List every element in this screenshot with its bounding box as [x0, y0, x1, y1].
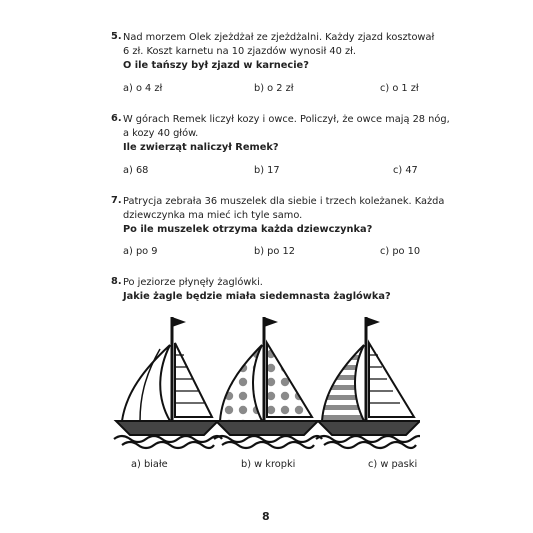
answer-c[interactable]: c) po 10 — [380, 246, 421, 257]
question-text-line: Nad morzem Olek zjeżdżał ze zjeżdżalni. Każdy zjazd kosztował — [123, 32, 435, 43]
sailboat-plain — [114, 317, 222, 448]
question-text-line: Po jeziorze płynęły żaglówki. — [123, 277, 263, 288]
sailboats-illustration — [100, 305, 420, 450]
answer-c[interactable]: c) 47 — [393, 165, 418, 176]
answer-a[interactable]: a) o 4 zł — [123, 83, 163, 94]
answer-b[interactable]: b) 17 — [254, 165, 280, 176]
question-number: 5. — [111, 31, 122, 42]
question-number: 7. — [111, 195, 122, 206]
question-text-line: a kozy 40 głów. — [123, 128, 199, 139]
question-prompt: Po ile muszelek otrzyma każda dziewczynka? — [123, 224, 373, 235]
question-prompt: Jakie żagle będzie miała siedemnasta żaglówka? — [123, 291, 391, 302]
answer-a[interactable]: a) po 9 — [123, 246, 158, 257]
answer-a[interactable]: a) 68 — [123, 165, 149, 176]
question-text-line: Patrycja zebrała 36 muszelek dla siebie i trzech koleżanek. Każda — [123, 196, 445, 207]
answer-a[interactable]: a) białe — [131, 459, 168, 470]
answer-c[interactable]: c) o 1 zł — [380, 83, 419, 94]
question-prompt: Ile zwierząt naliczył Remek? — [123, 142, 279, 153]
sailboat-stripes — [316, 317, 420, 448]
question-number: 6. — [111, 113, 122, 124]
question-number: 8. — [111, 276, 122, 287]
question-text-line: W górach Remek liczył kozy i owce. Policzył, że owce mają 28 nóg, — [123, 114, 450, 125]
answer-b[interactable]: b) o 2 zł — [254, 83, 294, 94]
page-number: 8 — [262, 510, 270, 523]
answer-b[interactable]: b) po 12 — [254, 246, 295, 257]
question-prompt: O ile tańszy był zjazd w karnecie? — [123, 60, 309, 71]
answer-b[interactable]: b) w kropki — [241, 459, 296, 470]
question-text-line: 6 zł. Koszt karnetu na 10 zjazdów wynosił 40 zł. — [123, 46, 357, 57]
answer-c[interactable]: c) w paski — [368, 459, 418, 470]
sailboat-dots — [214, 317, 322, 448]
question-text-line: dziewczynka ma mieć ich tyle samo. — [123, 210, 303, 221]
